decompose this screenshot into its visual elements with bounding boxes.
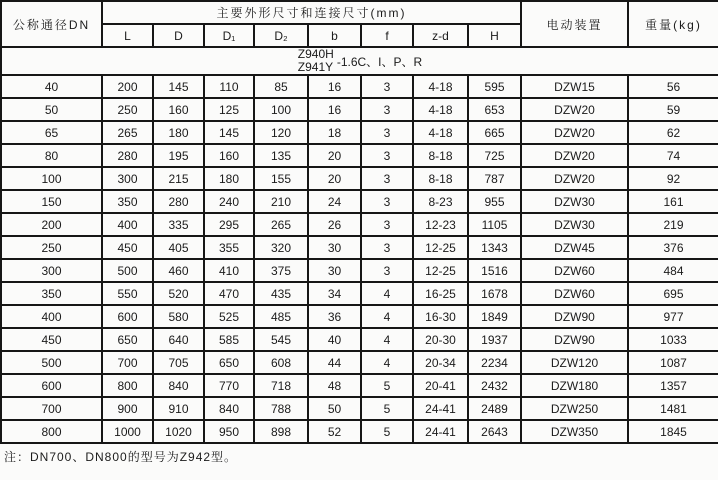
cell: 200 — [1, 213, 102, 236]
cell: 910 — [153, 397, 204, 420]
cell: 3 — [361, 98, 413, 121]
cell: 2643 — [468, 420, 521, 443]
col-header-D2: D₂ — [254, 24, 308, 47]
cell: DZW20 — [521, 144, 628, 167]
table-row — [1, 75, 718, 98]
cell: 300 — [1, 259, 102, 282]
cell: 500 — [1, 351, 102, 374]
cell: 210 — [254, 190, 308, 213]
cell: 1516 — [468, 259, 521, 282]
cell: 26 — [308, 213, 361, 236]
cell: DZW180 — [521, 374, 628, 397]
cell: 1357 — [628, 374, 718, 397]
col-header-zd: z-d — [413, 24, 468, 47]
cell: 450 — [1, 328, 102, 351]
cell: 120 — [254, 121, 308, 144]
cell: 50 — [1, 98, 102, 121]
cell: 12-25 — [413, 259, 468, 282]
cell: 5 — [361, 374, 413, 397]
cell: 460 — [153, 259, 204, 282]
cell: 56 — [628, 75, 718, 98]
cell: 4-18 — [413, 75, 468, 98]
model-pressure-suffix: -1.6C、I、P、R — [336, 54, 423, 69]
cell: 4-18 — [413, 98, 468, 121]
cell: 18 — [308, 121, 361, 144]
cell: 12-25 — [413, 236, 468, 259]
cell: 3 — [361, 190, 413, 213]
cell: 161 — [628, 190, 718, 213]
cell: 3 — [361, 213, 413, 236]
cell: 600 — [1, 374, 102, 397]
cell: 355 — [204, 236, 254, 259]
cell: 4 — [361, 305, 413, 328]
cell: DZW30 — [521, 213, 628, 236]
cell: 5 — [361, 397, 413, 420]
table-body — [1, 47, 718, 443]
cell: 62 — [628, 121, 718, 144]
cell: 335 — [153, 213, 204, 236]
cell: 24-41 — [413, 420, 468, 443]
cell: 3 — [361, 75, 413, 98]
table-row — [1, 374, 718, 397]
cell: 2432 — [468, 374, 521, 397]
cell: 3 — [361, 259, 413, 282]
cell: 50 — [308, 397, 361, 420]
col-header-dimensions-group: 主要外形尺寸和连接尺寸(mm) — [102, 1, 521, 24]
cell: 585 — [204, 328, 254, 351]
cell: DZW250 — [521, 397, 628, 420]
cell: 80 — [1, 144, 102, 167]
cell: 180 — [153, 121, 204, 144]
cell: 20-30 — [413, 328, 468, 351]
cell: 580 — [153, 305, 204, 328]
table-row — [1, 98, 718, 121]
cell: 59 — [628, 98, 718, 121]
cell: 135 — [254, 144, 308, 167]
cell: 150 — [1, 190, 102, 213]
table-row — [1, 305, 718, 328]
cell: DZW350 — [521, 420, 628, 443]
cell: 145 — [153, 75, 204, 98]
cell: 800 — [102, 374, 153, 397]
cell: 400 — [102, 213, 153, 236]
table-row — [1, 236, 718, 259]
model-code-bottom: Z941Y — [297, 60, 334, 74]
col-header-D: D — [153, 24, 204, 47]
cell: 20 — [308, 167, 361, 190]
cell: DZW60 — [521, 259, 628, 282]
cell: 16 — [308, 75, 361, 98]
cell: 788 — [254, 397, 308, 420]
cell: DZW20 — [521, 167, 628, 190]
cell: 250 — [102, 98, 153, 121]
cell: 500 — [102, 259, 153, 282]
cell: 350 — [102, 190, 153, 213]
cell: DZW120 — [521, 351, 628, 374]
cell: 1000 — [102, 420, 153, 443]
footnote: 注：DN700、DN800的型号为Z942型。 — [4, 450, 238, 464]
cell: 1087 — [628, 351, 718, 374]
cell: 4-18 — [413, 121, 468, 144]
cell: 700 — [102, 351, 153, 374]
col-header-L: L — [102, 24, 153, 47]
cell: 550 — [102, 282, 153, 305]
cell: DZW20 — [521, 98, 628, 121]
cell: 650 — [102, 328, 153, 351]
cell: 4 — [361, 282, 413, 305]
cell: 12-23 — [413, 213, 468, 236]
table-header — [1, 1, 718, 47]
cell: 1678 — [468, 282, 521, 305]
table-row — [1, 190, 718, 213]
cell: 180 — [204, 167, 254, 190]
cell: 52 — [308, 420, 361, 443]
cell: 200 — [102, 75, 153, 98]
cell: 955 — [468, 190, 521, 213]
cell: 695 — [628, 282, 718, 305]
cell: 40 — [1, 75, 102, 98]
cell: 484 — [628, 259, 718, 282]
table-row — [1, 282, 718, 305]
cell: 705 — [153, 351, 204, 374]
cell: 44 — [308, 351, 361, 374]
cell: 840 — [153, 374, 204, 397]
cell: 470 — [204, 282, 254, 305]
cell: 3 — [361, 121, 413, 144]
cell: 3 — [361, 167, 413, 190]
cell: 155 — [254, 167, 308, 190]
cell: 800 — [1, 420, 102, 443]
cell: 320 — [254, 236, 308, 259]
model-code-top: Z940H — [297, 47, 334, 61]
cell: 435 — [254, 282, 308, 305]
cell: 160 — [153, 98, 204, 121]
cell: 718 — [254, 374, 308, 397]
cell: 950 — [204, 420, 254, 443]
cell: 92 — [628, 167, 718, 190]
cell: 545 — [254, 328, 308, 351]
model-designation-row — [1, 47, 718, 75]
cell: 770 — [204, 374, 254, 397]
cell: 300 — [102, 167, 153, 190]
cell: 3 — [361, 236, 413, 259]
cell: 977 — [628, 305, 718, 328]
col-header-b: b — [308, 24, 361, 47]
table-row — [1, 144, 718, 167]
col-header-f: f — [361, 24, 413, 47]
model-code-stack — [298, 48, 334, 74]
cell: 24 — [308, 190, 361, 213]
cell: 250 — [1, 236, 102, 259]
cell: DZW20 — [521, 121, 628, 144]
cell: 400 — [1, 305, 102, 328]
cell: 653 — [468, 98, 521, 121]
cell: 20-41 — [413, 374, 468, 397]
cell: 8-23 — [413, 190, 468, 213]
cell: DZW90 — [521, 328, 628, 351]
cell: 295 — [204, 213, 254, 236]
cell: DZW30 — [521, 190, 628, 213]
col-header-D1: D₁ — [204, 24, 254, 47]
table-row — [1, 121, 718, 144]
cell: 350 — [1, 282, 102, 305]
cell: 405 — [153, 236, 204, 259]
model-designation-cell — [1, 47, 718, 75]
cell: 8-18 — [413, 144, 468, 167]
cell: 2234 — [468, 351, 521, 374]
cell: 725 — [468, 144, 521, 167]
cell: 665 — [468, 121, 521, 144]
cell: 36 — [308, 305, 361, 328]
cell: 608 — [254, 351, 308, 374]
cell: 520 — [153, 282, 204, 305]
cell: 40 — [308, 328, 361, 351]
cell: 265 — [254, 213, 308, 236]
cell: 5 — [361, 420, 413, 443]
cell: 110 — [204, 75, 254, 98]
cell: 74 — [628, 144, 718, 167]
cell: 30 — [308, 259, 361, 282]
cell: 16-25 — [413, 282, 468, 305]
table-row — [1, 351, 718, 374]
cell: DZW15 — [521, 75, 628, 98]
cell: 265 — [102, 121, 153, 144]
cell: 219 — [628, 213, 718, 236]
cell: 4 — [361, 351, 413, 374]
cell: DZW90 — [521, 305, 628, 328]
cell: 20-34 — [413, 351, 468, 374]
cell: 485 — [254, 305, 308, 328]
header-row-top — [1, 1, 718, 24]
cell: 1343 — [468, 236, 521, 259]
cell: 100 — [1, 167, 102, 190]
cell: 20 — [308, 144, 361, 167]
cell: 125 — [204, 98, 254, 121]
cell: 160 — [204, 144, 254, 167]
cell: 1937 — [468, 328, 521, 351]
cell: 640 — [153, 328, 204, 351]
table-row — [1, 328, 718, 351]
cell: 24-41 — [413, 397, 468, 420]
cell: 1033 — [628, 328, 718, 351]
cell: 195 — [153, 144, 204, 167]
cell: 600 — [102, 305, 153, 328]
cell: 145 — [204, 121, 254, 144]
cell: DZW45 — [521, 236, 628, 259]
cell: 376 — [628, 236, 718, 259]
cell: 1845 — [628, 420, 718, 443]
cell: 450 — [102, 236, 153, 259]
cell: 30 — [308, 236, 361, 259]
cell: 100 — [254, 98, 308, 121]
cell: 1481 — [628, 397, 718, 420]
cell: 1105 — [468, 213, 521, 236]
cell: 8-18 — [413, 167, 468, 190]
cell: 16 — [308, 98, 361, 121]
col-header-H: H — [468, 24, 521, 47]
cell: 3 — [361, 144, 413, 167]
table-row — [1, 420, 718, 443]
cell: 375 — [254, 259, 308, 282]
cell: 280 — [153, 190, 204, 213]
model-designation — [2, 48, 718, 74]
cell: 48 — [308, 374, 361, 397]
col-header-actuator: 电动装置 — [521, 1, 628, 47]
cell: 1020 — [153, 420, 204, 443]
cell: 700 — [1, 397, 102, 420]
cell: 650 — [204, 351, 254, 374]
table-row — [1, 167, 718, 190]
table-row — [1, 259, 718, 282]
cell: 2489 — [468, 397, 521, 420]
cell: 34 — [308, 282, 361, 305]
cell: 595 — [468, 75, 521, 98]
cell: 16-30 — [413, 305, 468, 328]
cell: 525 — [204, 305, 254, 328]
cell: 900 — [102, 397, 153, 420]
cell: 787 — [468, 167, 521, 190]
table-row — [1, 213, 718, 236]
cell: 240 — [204, 190, 254, 213]
cell: 215 — [153, 167, 204, 190]
cell: 898 — [254, 420, 308, 443]
cell: DZW60 — [521, 282, 628, 305]
cell: 280 — [102, 144, 153, 167]
col-header-weight: 重量(kg) — [628, 1, 718, 47]
cell: 410 — [204, 259, 254, 282]
col-header-dn: 公称通径DN — [1, 1, 102, 47]
cell: 1849 — [468, 305, 521, 328]
cell: 85 — [254, 75, 308, 98]
table-row — [1, 397, 718, 420]
cell: 65 — [1, 121, 102, 144]
cell: 840 — [204, 397, 254, 420]
cell: 4 — [361, 328, 413, 351]
